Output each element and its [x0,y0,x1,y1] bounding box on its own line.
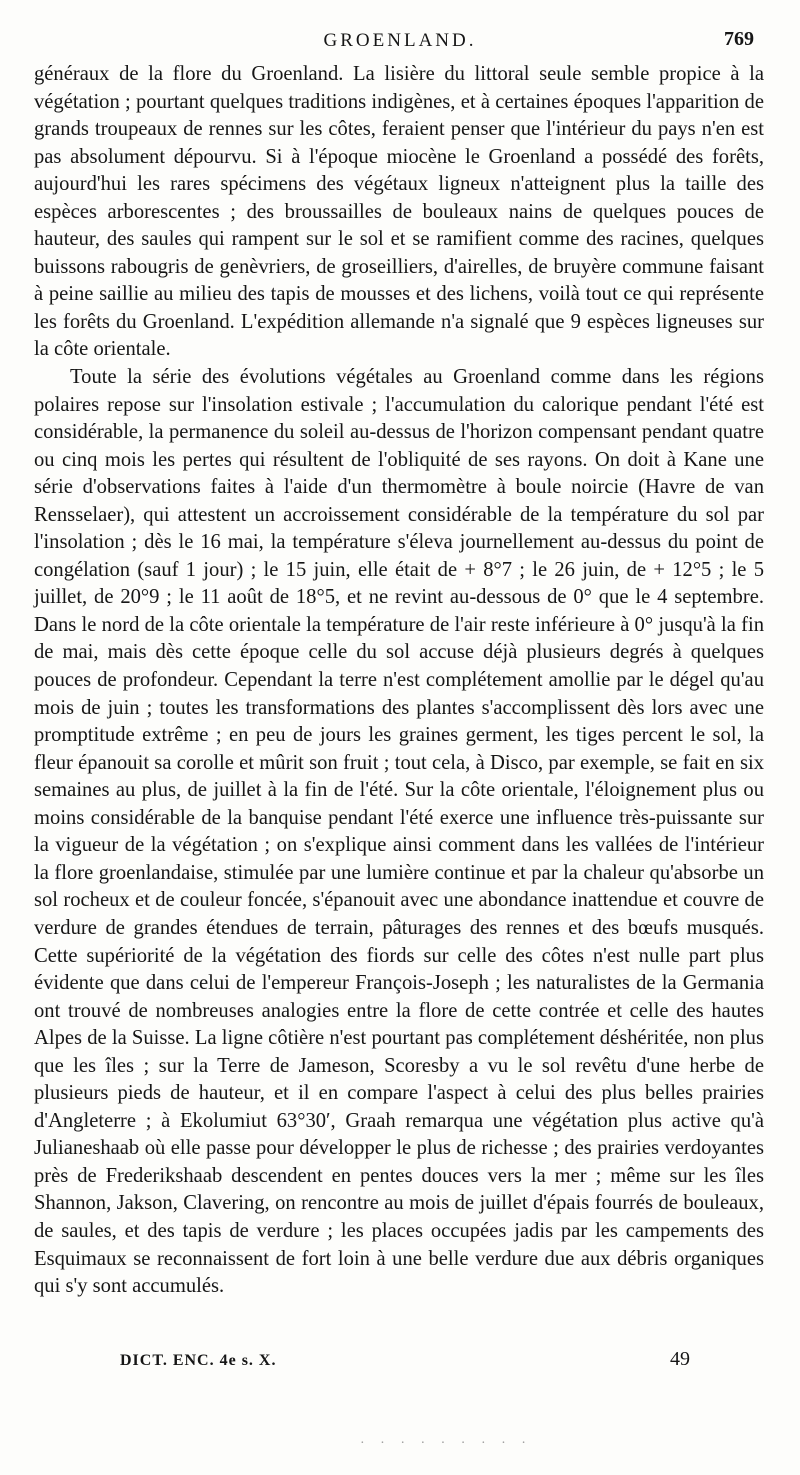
page-number: 769 [724,28,754,50]
sheet-number: 49 [670,1348,690,1370]
printer-signature: DICT. ENC. 4e s. X. [120,1352,277,1369]
paragraph-2: Toute la série des évolutions végétales au Groenland comme dans les régions polaires repose sur l'insolation estivale ; l'accumulation du calorique pendant l'été est considérable, la permanence du soleil au-dessus de l'horizon compensant pendant quatre ou cinq mois les pertes qui résultent de l'obliquité de ses rayons. On doit à Kane une série d'observations faites à l'aide d'un thermomètre à boule noircie (Havre de van Rensselaer), qui attestent un accroissement considérable de la température du sol par l'insolation ; dès le 16 mai, la température s'éleva journellement au-dessus du point de congélation (sauf 1 jour) ; le 15 juin, elle était de + 8°7 ; le 26 juin, de + 12°5 ; le 5 juillet, de 20°9 ; le 11 août de 18°5, et ne revint au-dessous de 0° que le 4 septembre. Dans le nord de la côte orientale la température de l'air reste inférieure à 0° jusqu'à la fin de mai, mais dès cette époque celle du sol accuse déjà plusieurs degrés à quelques pouces de profondeur. Cependant la terre n'est complétement amollie par le dégel qu'au mois de juin ; toutes les transformations des plantes s'accomplissent dès lors avec une promptitude extrême ; en peu de jours les graines germent, les tiges percent le sol, la fleur épanouit sa corolle et mûrit son fruit ; tout cela, à Disco, par exemple, se fait en six semaines au plus, de juillet à la fin de l'été. Sur la côte orientale, l'éloignement plus ou moins considérable de la banquise pendant l'été exerce une influence très-puissante sur la vigueur de la végétation ; on s'explique ainsi comment dans les vallées de l'intérieur la flore groenlandaise, stimulée par une lumière continue et par la chaleur qu'absorbe un sol rocheux et de couleur foncée, s'épanouit avec une abondance inattendue et couvre de verdure de grandes étendues de terrain, pâturages des rennes et des bœufs musqués. Cette supériorité de la végétation des fiords sur celle des côtes n'est nulle part plus évidente que dans celui de l'empereur François-Joseph ; les naturalistes de la Germania ont trouvé de nombreuses analogies entre la flore de cette contrée et celle des hautes Alpes de la Suisse. La ligne côtière n'est pourtant pas complétement déshéritée, non plus que les îles ; sur la Terre de Jameson, Scoresby a vu le sol revêtu d'une herbe de plusieurs pieds de hauteur, et il en compare l'aspect à celui des plus belles prairies d'Angleterre ; à Ekolumiut 63°30′, Graah remarqua une végétation plus active qu'à Julianeshaab où elle passe pour développer le plus de richesse ; des prairies verdoyantes près de Frederikshaab descendent en pentes douces vers la mer ; même sur les îles Shannon, Jakson, Clavering, on rencontre au mois de juillet d'épais fourrés de bouleaux, de saules, et des tapis de verdure ; les places occupées jadis par les campements des Esquimaux se reconnaissent de fort loin à une belle verdure due aux débris organiques qui s'y sont accumulés. [34,366,764,1298]
running-title: GROENLAND. [323,30,477,51]
page-header [36,30,764,64]
page-footer [120,1348,690,1388]
body-text [34,61,764,1301]
paragraph-1: généraux de la flore du Groenland. La lisière du littoral seule semble propice à la végétation ; pourtant quelques traditions indigènes, et à certaines époques l'apparition de grands troupeaux de rennes sur les côtes, feraient penser que l'intérieur du pays n'en est pas absolument dépourvu. Si à l'époque miocène le Groenland a possédé des forêts, aujourd'hui les rares spécimens des végétaux ligneux n'atteignent plus la taille des espèces arborescentes ; des broussailles de bouleaux nains de quelques pouces de hauteur, des saules qui rampent sur le sol et se ramifient comme des racines, quelques buissons rabougris de genèvriers, de groseilliers, d'airelles, de bruyère commune faisant à peine saillie au milieu des tapis de mousses et des lichens, voilà tout ce qui représente les forêts du Groenland. L'expédition allemande n'a signalé que 9 espèces ligneuses sur la côte orientale. [34,63,764,361]
scan-artifact-dots: · · · · · · · · · [360,1436,532,1451]
